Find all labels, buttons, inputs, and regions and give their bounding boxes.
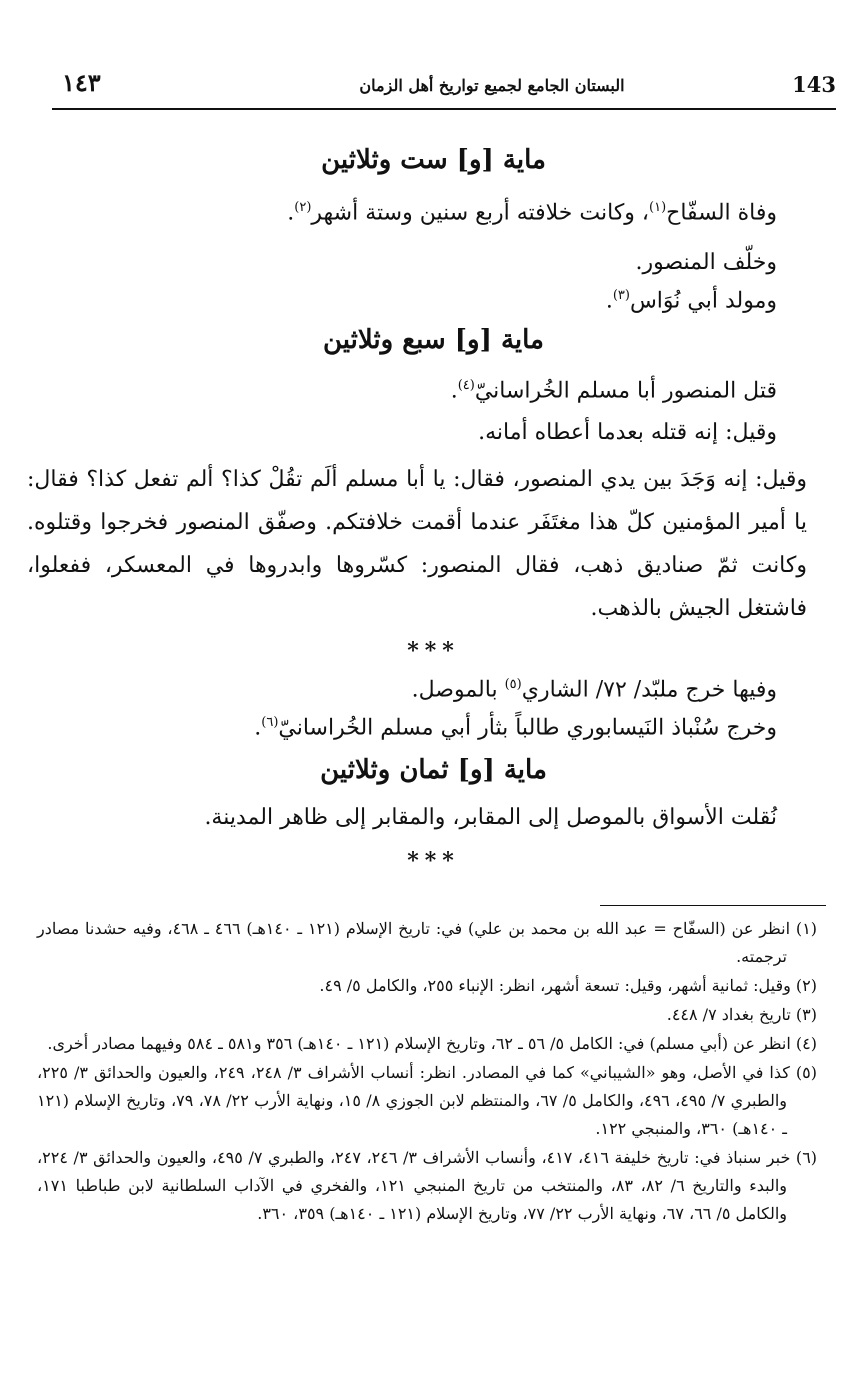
page-number-latin: 143 bbox=[792, 72, 836, 97]
footnote: (٣) تاريخ بغداد ٧/ ٤٤٨. bbox=[666, 1005, 817, 1024]
section-separator: *** bbox=[407, 638, 460, 664]
text-line: نُقلت الأسواق بالموصل إلى المقابر، والمقابر إلى ظاهر المدينة. bbox=[204, 805, 777, 830]
footnote: (١) انظر عن (السفّاح = عبد الله بن محمد بن علي) في: تاريخ الإسلام (١٢١ ـ ١٤٠هـ) ٤٦٦ ـ ٤٦٨، وفيه حشدنا مصادر ترجمته. bbox=[37, 919, 818, 966]
header-rule bbox=[52, 108, 836, 110]
text-line: قتل المنصور أبا مسلم الخُراسانيّ$^{(٤)}$. bbox=[450, 378, 777, 404]
running-title: البستان الجامع لجميع تواريخ أهل الزمان bbox=[359, 76, 625, 95]
text-line: وخرج سُنْباذ النَيسابوري طالباً بثأر أبي مسلم الخُراسانيّ$^{(٦)}$. bbox=[254, 715, 777, 741]
footnote: (٥) كذا في الأصل، وهو «الشيباني» كما في المصادر. انظر: أنساب الأشراف ٣/ ٢٤٨، ٢٤٩، والعيون والحدائق ٣/ ٢٢٥، والطبري ٧/ ٤٩٥، ٤٩٦، والكامل ٥/ ٦٧، والمنتظم لابن الجوزي ٨/ ١٥، ونهاية الأرب ٢٢/ ٧٨، ٧٩، وتاريخ الإسلام (١٢١ ـ ١٤٠هـ) ٣٦٠، والمنبجي ١٢٢. bbox=[37, 1063, 818, 1138]
footnotes bbox=[37, 915, 817, 1229]
paragraph: وقيل: إنه وَجَدَ بين يدي المنصور، فقال: يا أبا مسلم ألَم تقُلْ كذا؟ ألم تفعل كذا؟ فقال: يا أمير المؤمنين كلّ هذا مغتَفَر عندما أقمت خلافتكم. وصفّق المنصور فخرجوا وقتلوه. وكانت ثمّ صناديق ذهب، فقال المنصور: كسّروها وابدروها في المعسكر، ففعلوا، فاشتغل الجيش بالذهب. bbox=[27, 467, 807, 621]
text-line: وفيها خرج ملبّد/ ٧٢/ الشاري$^{(٥)}$ بالموصل. bbox=[411, 677, 777, 703]
section-separator: *** bbox=[407, 848, 460, 874]
section-heading: ماية [و] ست وثلاثين bbox=[321, 145, 546, 175]
footnote: (٦) خبر سنباذ في: تاريخ خليفة ٤١٦، ٤١٧، وأنساب الأشراف ٣/ ٢٤٦، ٢٤٧، والطبري ٧/ ٤٩٥، والعيون والحدائق ٣/ ٢٢٤، والبدء والتاريخ ٦/ ٨٢، ٨٣، والمنتخب من تاريخ المنبجي ١٢١، والفخري في الآداب السلطانية لابن طباطبا ١٧١، والكامل ٥/ ٦٦، ٦٧، ونهاية الأرب ٢٢/ ٧٧، وتاريخ الإسلام (١٢١ ـ ١٤٠هـ) ٣٥٩، ٣٦٠. bbox=[37, 1148, 818, 1223]
text-line: وفاة السفّاح$^{(١)}$، وكانت خلافته أربع سنين وستة أشهر$^{(٢)}$. bbox=[287, 200, 777, 226]
page-number-arabic: ١٤٣ bbox=[62, 68, 101, 97]
text-line: وخلّف المنصور. bbox=[635, 250, 777, 275]
section-heading: ماية [و] ثمان وثلاثين bbox=[320, 755, 547, 785]
page-header bbox=[52, 66, 836, 106]
section-heading: ماية [و] سبع وثلاثين bbox=[323, 325, 544, 355]
footnote: (٢) وقيل: ثمانية أشهر، وقيل: تسعة أشهر، انظر: الإنباء ٢٥٥، والكامل ٥/ ٤٩. bbox=[319, 976, 817, 995]
text-line: وقيل: إنه قتله بعدما أعطاه أمانه. bbox=[478, 420, 777, 445]
footnote-rule bbox=[600, 905, 826, 906]
text-line: ومولد أبي نُوَاس$^{(٣)}$. bbox=[605, 288, 777, 314]
footnote: (٤) انظر عن (أبي مسلم) في: الكامل ٥/ ٥٦ ـ ٦٢، وتاريخ الإسلام (١٢١ ـ ١٤٠هـ) ٣٥٦ و٥٨١ ـ ٥٨٤ وفيهما مصادر أخرى. bbox=[47, 1034, 817, 1053]
